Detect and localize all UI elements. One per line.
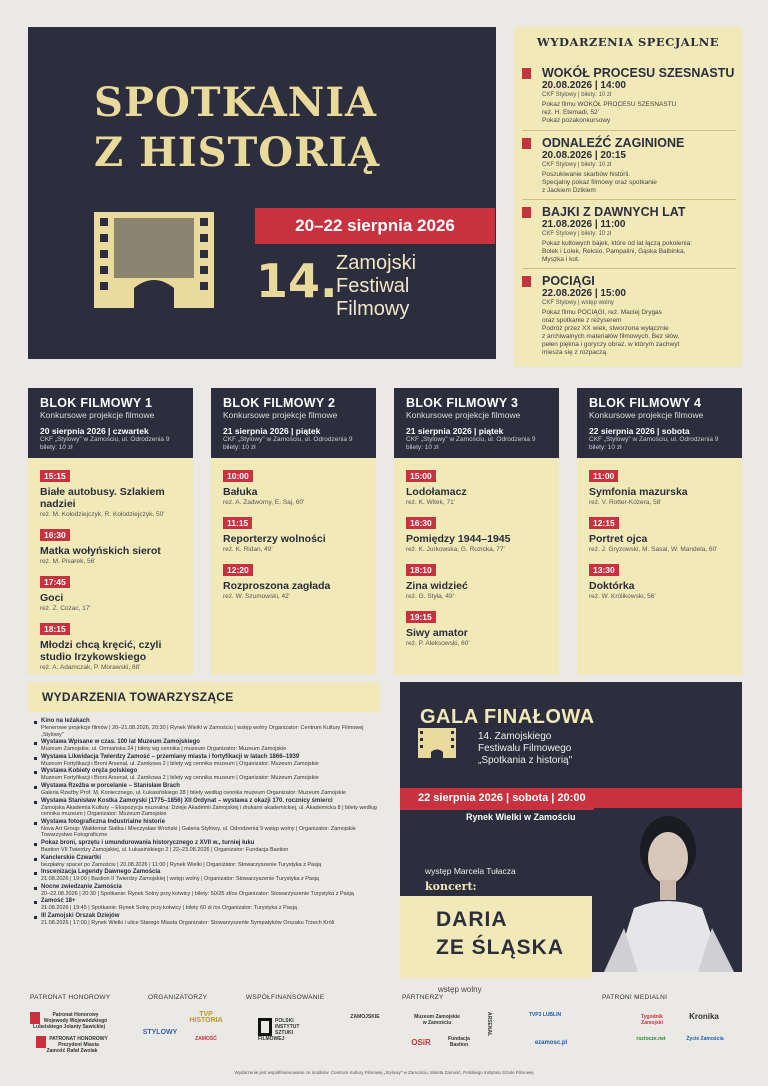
film-item: 19:15 Siwy amator reż. P. Aleksowski, 60' xyxy=(406,612,470,647)
tygodnik-zamojski-logo: Tygodnik Zamojski xyxy=(641,1014,663,1026)
film-item: 13:30 Doktórka reż. W. Królikowski, 56' xyxy=(589,565,656,600)
list-item: Wystawa Kobiety oręża polskiego Muzeum Fortyfikacji i Broni Arsenał, ul. Zamkowa 2 | bilety wg cennika muzeum | Organizator: Muzeum Zamojskie xyxy=(34,768,379,782)
festival-name: Zamojski Festiwal Filmowy xyxy=(336,252,417,320)
list-item: Wystawa Likwidacja Twierdzy Zamość – przemiany miasta i fortyfikacji w latach 1866–1939 Muzeum Fortyfikacji i Broni Arsenał, ul. Zamkowa 2 | bilety wg cennika muzeum | Organizator: Muzeum Zamojskie xyxy=(34,754,379,768)
special-event: POCIĄGI 22.08.2026 | 15:00 CKF Stylowy | wstęp wolny Pokaz filmu POCIĄGI, reż. Maciej Drygas oraz spotkanie z reżyserem Podróż przez XX wiek, stworzona wyłącznie z archiwalnych materiałów filmowych. Bez słów, pełen piękna i goryczy obraz, w którym zachwyt miesza się z rozpaczą. xyxy=(522,274,738,357)
film-block-2: BLOK FILMOWY 2 Konkursowe projekcje filmowe 21 sierpnia 2026 | piątek CKF „Stylowy" w Zamościu, ul. Odrodzenia 9 bilety: 10 zł 10:00 Bałuka reż. A. Zadworny, E. Saj, 60' 11:15 Reporterzy wolności reż. K. Ridan, 49' 12:20 Rozproszona zagłada reż. W. Szumowski, 42' xyxy=(211,388,376,675)
zamosc-logo: ZAMOŚĆ xyxy=(195,1036,217,1042)
gala-festival-name: 14. Zamojskiego Festiwalu Filmowego „Spotkania z historią" xyxy=(478,731,573,766)
gala-performer: występ Marcela Tułacza xyxy=(425,866,516,876)
media-patrons-label: PATRONI MEDIALNI xyxy=(602,994,668,1001)
film-strip-logo xyxy=(94,212,214,308)
film-strip-icon xyxy=(418,728,456,758)
gala-artist: DARIA ZE ŚLĄSKA xyxy=(400,896,592,978)
film-icon xyxy=(522,138,531,149)
hero-panel xyxy=(28,27,496,359)
pisf-logo: POLSKI INSTYTUT SZTUKI FILMOWEJ xyxy=(258,1018,300,1042)
film-block-1: BLOK FILMOWY 1 Konkursowe projekcje filmowe 20 sierpnia 2026 | czwartek CKF „Stylowy" w Zamościu, ul. Odrodzenia 9 bilety: 10 zł 15:15 Białe autobusy. Szlakiem nadziei reż. M. Kołodziejczyk, R. Kołodziejczyk, 50' 16:30 Matka wołyńskich sierot reż. M. Pisarek, 56' 17:45 Goci reż. Z. Cozac, 17' 18:15 Młodzi chcą kręcić, czyli studio Irzykowskiego reż. A. Adamczak, P. Morawski, 88' xyxy=(28,388,193,675)
edition-number: 14. xyxy=(256,254,338,308)
gala-free-entry: wstęp wolny xyxy=(438,985,482,994)
pisf-icon xyxy=(258,1018,272,1036)
film-item: 15:15 Białe autobusy. Szlakiem nadziei reż. M. Kołodziejczyk, R. Kołodziejczyk, 50' xyxy=(40,471,165,518)
festival-dates: 20–22 sierpnia 2026 xyxy=(255,208,495,244)
coat-of-arms-icon xyxy=(36,1036,46,1048)
list-item: Wystawa fotograficzna Industrialne historie Nova Art Group: Waldemar Siatka i Mieczysław Wroński | Galeria Stylowy, ul. Odrodzenia 9 wstęp wolny | Organizator: Zamojskie Towarzystwo Fotograficzne xyxy=(34,819,379,839)
artist-portrait xyxy=(594,808,742,972)
divider xyxy=(522,199,736,200)
tvp3-logo: TVP3 LUBLIN xyxy=(528,1012,562,1018)
list-item: Kino na leżakach Plenerowe projekcje filmów | 20–21.08.2026, 20:30 | Rynek Wielki w Zamościu | wstęp wolny Organizator: Centrum Kultury Filmowej „Stylowy" xyxy=(34,718,379,738)
gala-place: Rynek Wielki w Zamościu xyxy=(466,812,576,822)
list-item: Wystawa Wpisane w czas. 100 lat Muzeum Zamojskiego Muzeum Zamojskie, ul. Ormiańska 24 | bilety wg cennika | muzeum Organizator: Muzeum Zamojskie xyxy=(34,739,379,753)
list-item: Wystawa Stanisław Kostka Zamoyski (1775–1856) XII Ordynat – wystawa z okazji 170. rocznicy śmierci Zamojska Akademia Kultury – Ekspozycja muzealna: Dzieje Akademii Zamojskiej i drukarni akademickiej, ul. Akademicka 8 | bilety według cennika muzeum | Organizator: Muzeum Zamojskie xyxy=(34,798,379,818)
mayor-logo: PATRONAT HONOROWY Prezydent Miasta Zamość Rafał Zwolak xyxy=(36,1036,108,1054)
film-item: 11:15 Reporterzy wolności reż. K. Ridan, 49' xyxy=(223,518,326,553)
list-item: Wystawa Rzeźba w porcelanie – Stanisław Brach Galeria Rzeźby Prof. M. Koniecznego, ul. Łukasińskiego 28 | bilety według cennika muzeum Organizator: Muzeum Zamojskie xyxy=(34,783,379,797)
list-item: Kanclerskie Czwartki bezpłatny spacer po Zamościu | 20.08.2026 | 11:00 | Rynek Wielki | Organizator: Stowarzyszenie Turystyka z Pasją xyxy=(34,855,379,869)
film-block-3: BLOK FILMOWY 3 Konkursowe projekcje filmowe 21 sierpnia 2026 | piątek CKF „Stylowy" w Zamościu, ul. Odrodzenia 9 bilety: 10 zł 15:00 Lodołamacz reż. K. Witek, 71' 16:30 Pomiędzy 1944–1945 reż. K. Jurkowska, G. Ruzicka, 77' 18:10 Zina widzieć reż. G. Styła, 49' 19:15 Siwy amator reż. P. Aleksowski, 60' xyxy=(394,388,559,675)
voivode-logo: Patronat Honorowy Wojewody Wojewódzkiego Lubelskiego Jolanty Sawickiej xyxy=(30,1012,108,1030)
accompanying-events-list xyxy=(34,718,379,928)
honorary-patronage-label: PATRONAT HONOROWY xyxy=(30,994,111,1001)
festival-title: SPOTKANIA Z HISTORIĄ xyxy=(94,79,381,176)
partners-label: PARTNERZY xyxy=(402,994,444,1001)
fundacja-bastion-logo: Fundacja Bastion xyxy=(448,1036,470,1048)
gala-title: GALA FINAŁOWA xyxy=(420,706,595,728)
roztocze-logo: roztocze.net xyxy=(636,1036,666,1042)
arsenal-logo: ARSENAŁ xyxy=(486,1012,492,1037)
film-item: 12:15 Portret ojca reż. J. Gryzowski, M. Sasal, W. Mandela, 60' xyxy=(589,518,718,553)
list-item: Pokaz broni, sprzętu i umundurowania historycznego z XVII w., turniej łuku Bastion VII Twierdzy Zamojskiej, ul. Łukasińskiego 2 | 22–23.08.2026 | Organizator: Fundacja Bastion xyxy=(34,840,379,854)
film-item: 17:45 Goci reż. Z. Cozac, 17' xyxy=(40,577,91,612)
film-icon xyxy=(522,207,531,218)
cofunding-label: WSPÓŁFINANSOWANIE xyxy=(246,994,325,1001)
osir-logo: OSiR xyxy=(411,1038,431,1047)
zycie-zamoscia-logo: Życie Zamościa xyxy=(686,1036,724,1042)
accompanying-events-heading: WYDARZENIA TOWARZYSZĄCE xyxy=(42,690,234,704)
film-icon xyxy=(522,68,531,79)
list-item: Zamość 18+ 21.08.2026 | 19:45 | Spotkanie: Rynek Solny przy kotwicy | bilety 60 zł /os Organizator: Turystyka z Pasją xyxy=(34,898,379,912)
film-item: 11:00 Symfonia mazurska reż. V. Rotter-Kozera, 58' xyxy=(589,471,688,506)
film-item: 12:20 Rozproszona zagłada reż. W. Szumowski, 42' xyxy=(223,565,331,600)
funding-note: Wydarzenie jest współfinansowane ze środków: Centrum Kultury Filmowej „Stylowy" w Zamościu, Miasta Zamość, Polskiego Instytutu Sztuki Filmowej xyxy=(234,1070,534,1075)
special-event: BAJKI Z DAWNYCH LAT 21.08.2026 | 11:00 CKF Stylowy | bilety: 10 zł Pokaz kultowych bajek, które od lat łączą pokolenia: Bolek i Lolek, Reksio, Pampalini, Gąska Balbinka, Myszka i kot. xyxy=(522,205,738,264)
divider xyxy=(522,268,736,269)
list-item: III Zamojski Orszak Dziejów 21.08.2026 | 17:00 | Rynek Wielki i ulice Starego Miasta Organizator: Stowarzyszenie Sympatyków Orszaku Trzech Króli xyxy=(34,913,379,927)
film-item: 18:15 Młodzi chcą kręcić, czyli studio Irzykowskiego reż. A. Adamczak, P. Morawski, 88' xyxy=(40,624,162,671)
stylowy-logo: STYLOWY xyxy=(142,1029,178,1036)
list-item: Nocne zwiedzanie Zamościa 20–22.08.2026 | 20:30 | Spotkanie: Rynek Solny przy kotwicy | bilety: 50/25 zł/os Organizator: Stowarzyszenie Turystyka z Pasją xyxy=(34,884,379,898)
gala-date: 22 sierpnia 2026 | sobota | 20:00 xyxy=(418,792,586,804)
organizers-label: ORGANIZATORZY xyxy=(148,994,208,1001)
film-icon xyxy=(522,276,531,287)
eagle-icon xyxy=(30,1012,40,1024)
film-block-4: BLOK FILMOWY 4 Konkursowe projekcje filmowe 22 sierpnia 2026 | sobota CKF „Stylowy" w Zamościu, ul. Odrodzenia 9 bilety: 10 zł 11:00 Symfonia mazurska reż. V. Rotter-Kozera, 58' 12:15 Portret ojca reż. J. Gryzowski, M. Sasal, W. Mandela, 60' 13:30 Doktórka reż. W. Królikowski, 56' xyxy=(577,388,742,675)
muzeum-zamojskie-logo: Muzeum Zamojskie w Zamościu xyxy=(414,1014,460,1026)
kronika-logo: Kronika xyxy=(689,1012,719,1021)
special-event: ODNALEŹĆ ZAGINIONE 20.08.2026 | 20:15 CKF Stylowy | bilety: 10 zł Poszukiwanie skarbów historii. Specjalny pokaz filmowy oraz spotkanie z Jackiem Dzikiem xyxy=(522,136,738,195)
film-item: 16:30 Matka wołyńskich sierot reż. M. Pisarek, 56' xyxy=(40,530,161,565)
film-item: 10:00 Bałuka reż. A. Zadworny, E. Saj, 60' xyxy=(223,471,305,506)
list-item: Inscenizacja Legendy Dawnego Zamościa 21.08.2026 | 19:00 | Bastion II Twierdzy Zamojskiej | wstęp wolny | Organizator: Stowarzyszenie Turystyka z Pasją xyxy=(34,869,379,883)
special-events-heading: WYDARZENIA SPECJALNE xyxy=(536,35,720,49)
zamojskie-logo: ZAMOJSKIE xyxy=(350,1014,380,1020)
film-item: 18:10 Zina widzieć reż. G. Styła, 49' xyxy=(406,565,468,600)
film-item: 15:00 Lodołamacz reż. K. Witek, 71' xyxy=(406,471,467,506)
gala-concert-label: koncert: xyxy=(425,880,477,893)
special-event: WOKÓŁ PROCESU SZESNASTU 20.08.2026 | 14:00 CKF Stylowy | bilety: 10 zł Pokaz filmu WOKÓŁ PROCESU SZESNASTU reż. H. Etemadi, 52' Pokaz pozakonkursowy xyxy=(522,66,738,125)
ezamosc-logo: ezamosc.pl xyxy=(534,1040,568,1046)
film-item: 16:30 Pomiędzy 1944–1945 reż. K. Jurkowska, G. Ruzicka, 77' xyxy=(406,518,511,553)
tvp-historia-logo: TVP HISTORIA xyxy=(189,1011,223,1024)
divider xyxy=(522,130,736,131)
